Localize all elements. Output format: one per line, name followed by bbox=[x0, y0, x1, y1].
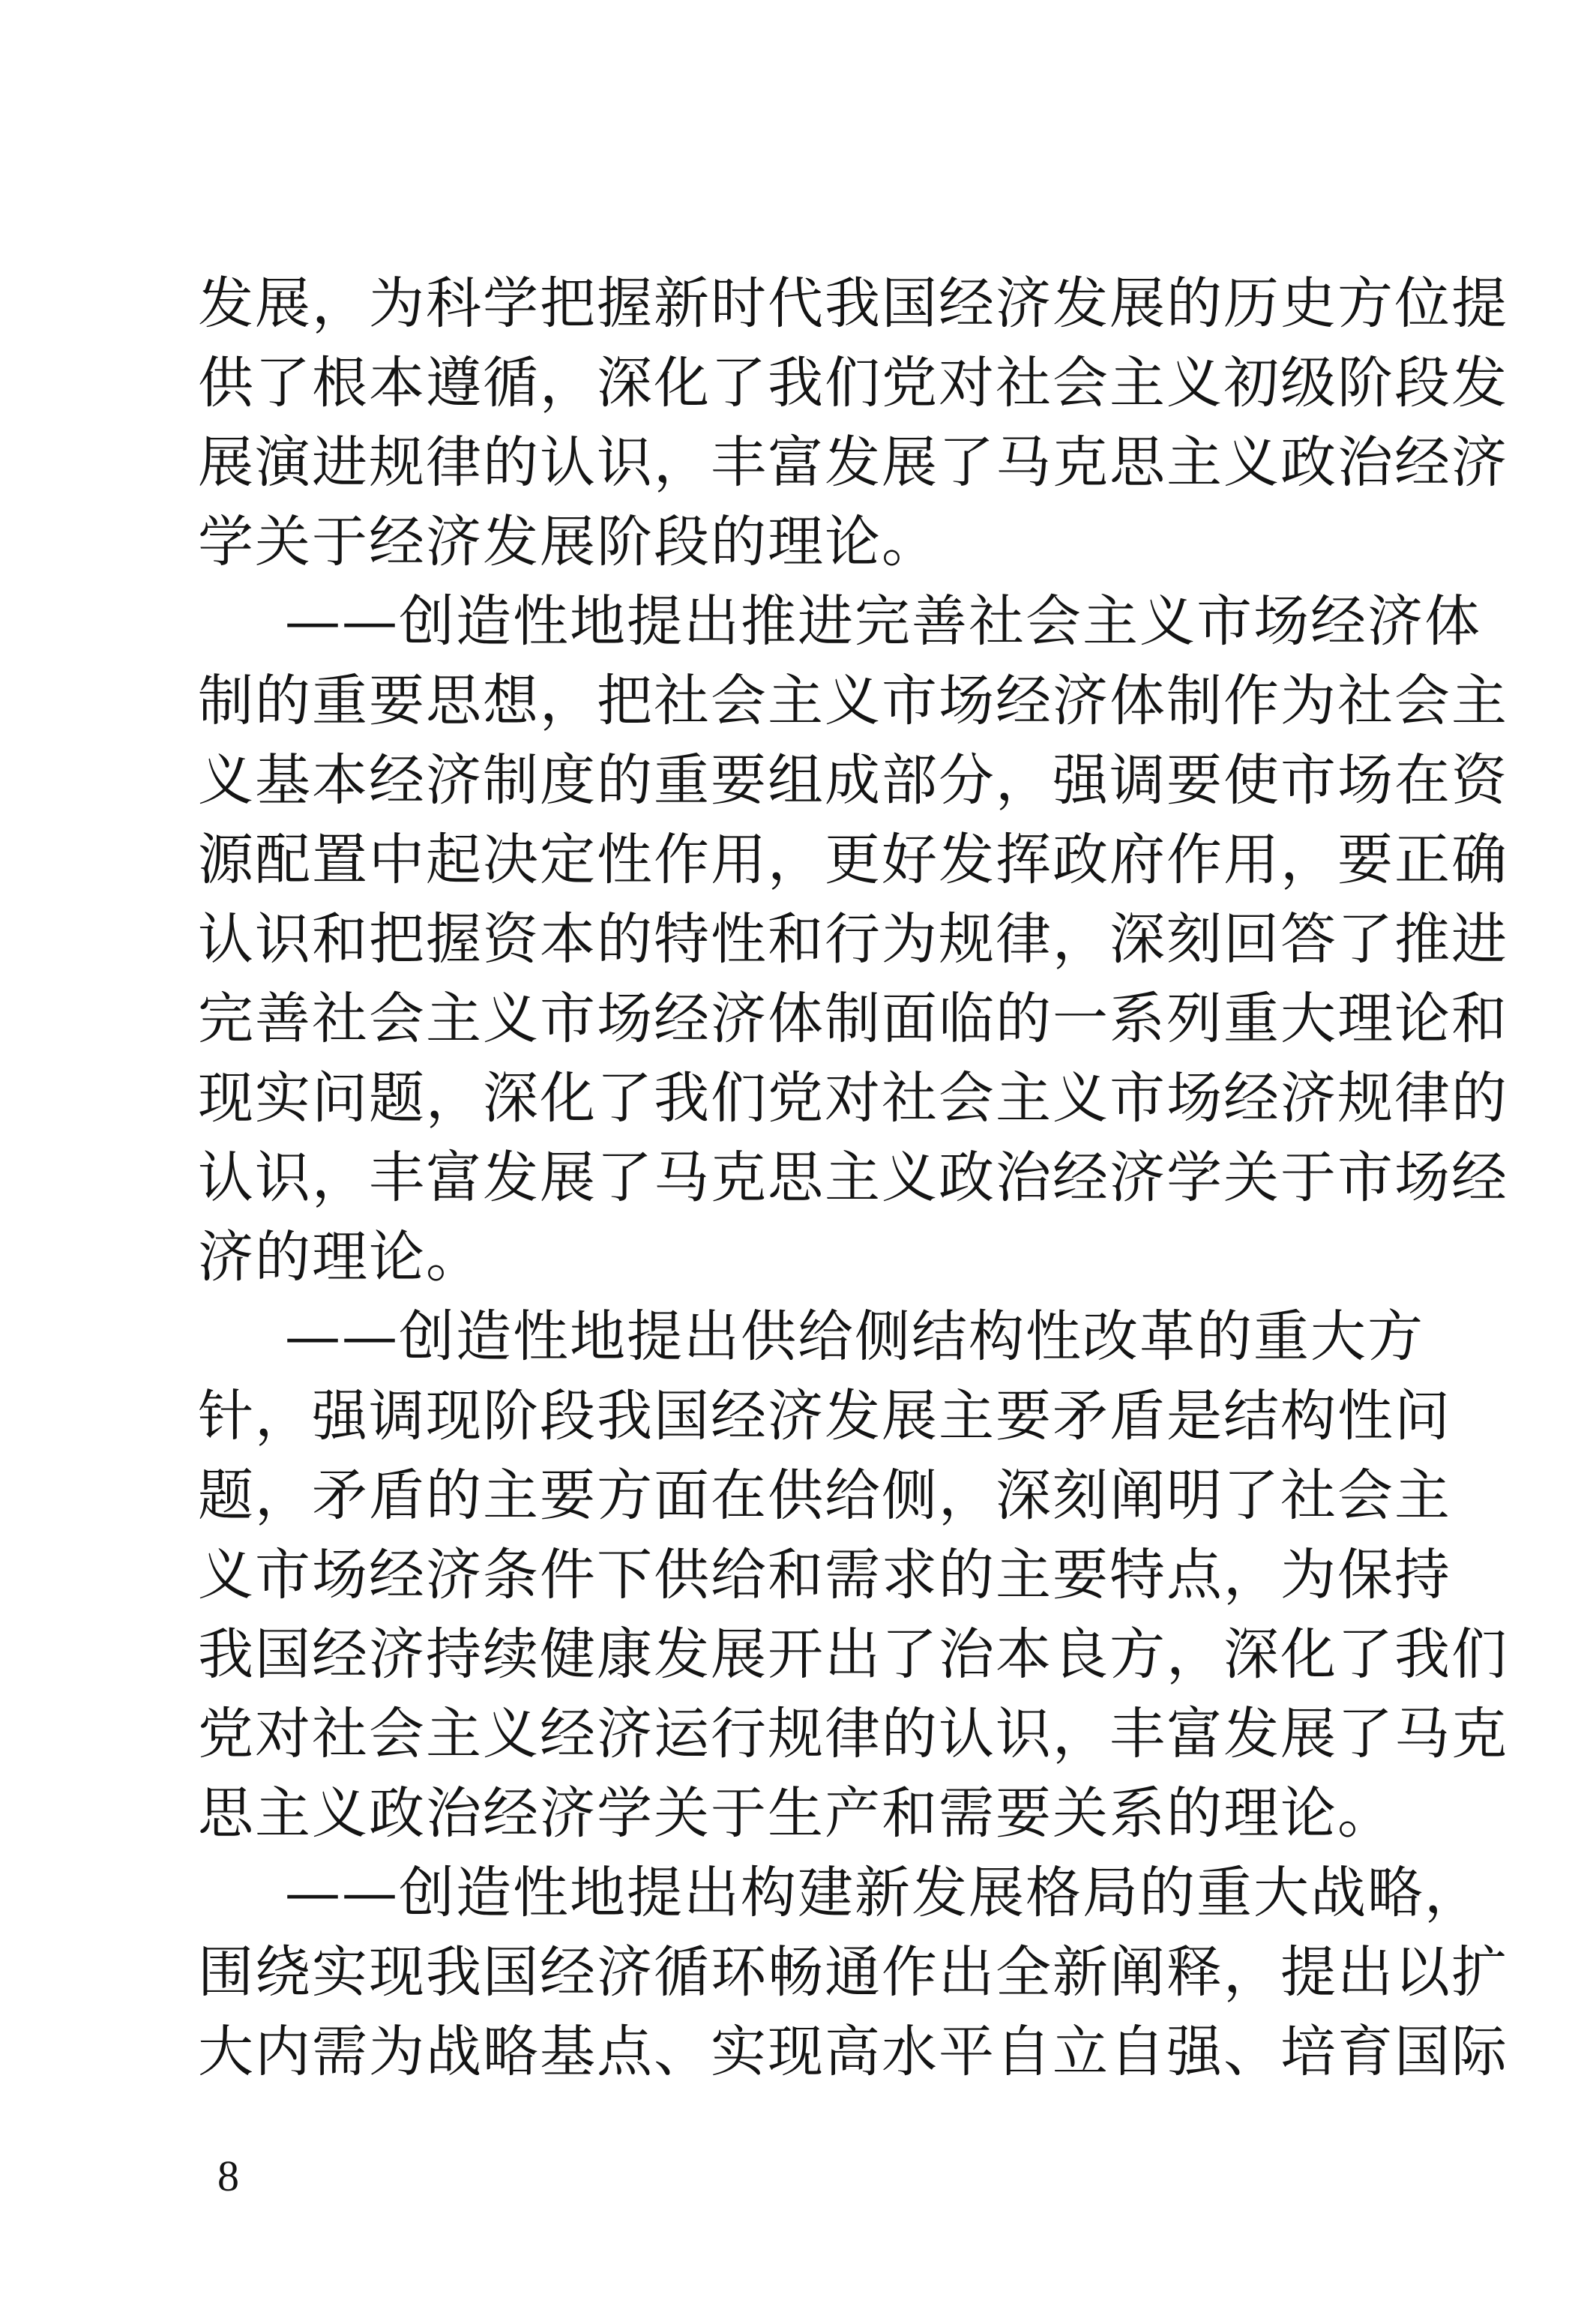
text-line: 供了根本遵循，深化了我们党对社会主义初级阶段发 bbox=[198, 351, 1508, 415]
text-line: 我国经济持续健康发展开出了治本良方，深化了我们 bbox=[198, 1622, 1508, 1687]
text-line: 展演进规律的认识，丰富发展了马克思主义政治经济 bbox=[198, 430, 1508, 495]
text-line: 完善社会主义市场经济体制面临的一系列重大理论和 bbox=[198, 987, 1508, 1051]
text-line: 题，矛盾的主要方面在供给侧，深刻阐明了社会主 bbox=[198, 1463, 1451, 1528]
text-line: 发展，为科学把握新时代我国经济发展的历史方位提 bbox=[198, 271, 1508, 336]
text-line: 义市场经济条件下供给和需求的主要特点，为保持 bbox=[198, 1543, 1451, 1607]
text-line: 认识和把握资本的特性和行为规律，深刻回答了推进 bbox=[198, 907, 1508, 972]
text-line: 针，强调现阶段我国经济发展主要矛盾是结构性问 bbox=[198, 1384, 1451, 1448]
text-line: 认识，丰富发展了马克思主义政治经济学关于市场经 bbox=[198, 1146, 1508, 1210]
text-line: 围绕实现我国经济循环畅通作出全新阐释，提出以扩 bbox=[198, 1940, 1508, 2005]
text-line: 现实问题，深化了我们党对社会主义市场经济规律的 bbox=[198, 1066, 1508, 1131]
text-line: 思主义政治经济学关于生产和需要关系的理论。 bbox=[198, 1781, 1394, 1846]
text-line: 义基本经济制度的重要组成部分，强调要使市场在资 bbox=[198, 748, 1508, 813]
text-line: ——创造性地提出构建新发展格局的重大战略， bbox=[285, 1861, 1481, 1925]
text-line: 源配置中起决定性作用，更好发挥政府作用，要正确 bbox=[198, 828, 1508, 892]
text-line: 党对社会主义经济运行规律的认识，丰富发展了马克 bbox=[198, 1702, 1508, 1766]
text-line: 学关于经济发展阶段的理论。 bbox=[198, 510, 939, 574]
page-number: 8 bbox=[217, 2152, 239, 2200]
text-line: ——创造性地提出推进完善社会主义市场经济体 bbox=[285, 589, 1481, 654]
text-line: ——创造性地提出供给侧结构性改革的重大方 bbox=[285, 1304, 1424, 1369]
text-line: 制的重要思想，把社会主义市场经济体制作为社会主 bbox=[198, 669, 1508, 733]
text-line: 济的理论。 bbox=[198, 1225, 483, 1289]
text-line: 大内需为战略基点、实现高水平自立自强、培育国际 bbox=[198, 2020, 1508, 2084]
